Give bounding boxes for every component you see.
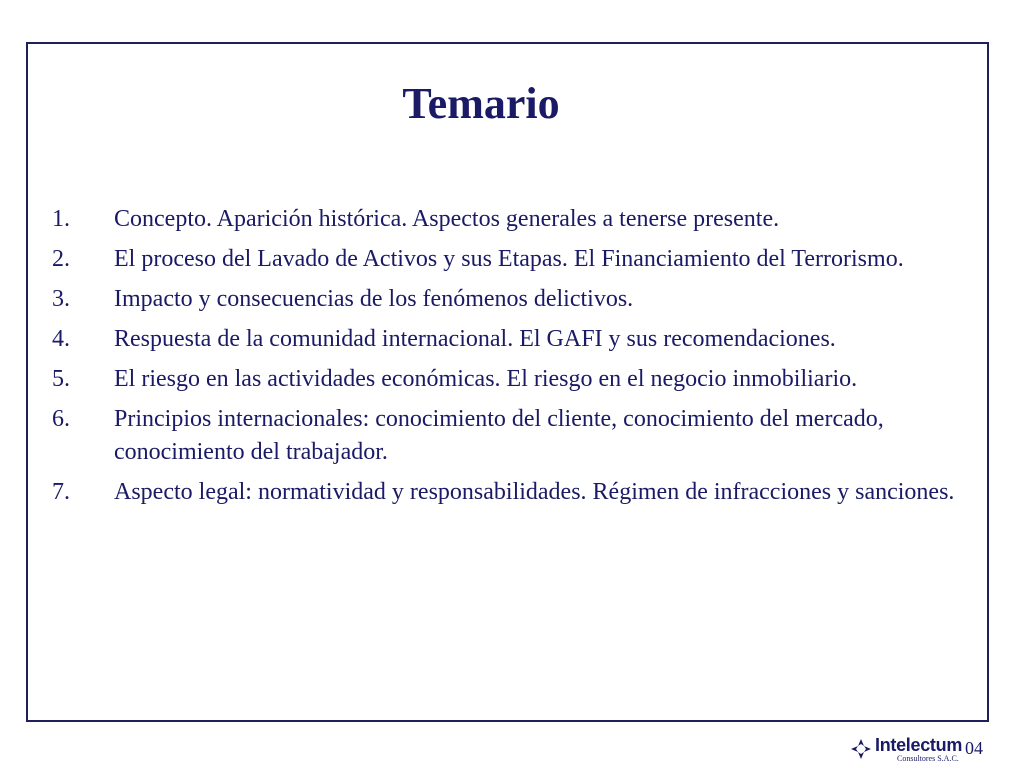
item-text: Impacto y consecuencias de los fenómenos delictivos.: [114, 286, 634, 312]
agenda-item: [52, 323, 992, 356]
item-number: 4.: [52, 326, 70, 352]
agenda-item: [52, 476, 992, 509]
item-text: Concepto. Aparición histórica. Aspectos generales a tenerse presente.: [114, 206, 780, 232]
item-text: El riesgo en las actividades económicas. El riesgo en el negocio inmobiliario.: [114, 366, 858, 392]
item-number: 3.: [52, 286, 70, 312]
item-number: 5.: [52, 366, 70, 392]
page-number: 04: [965, 738, 983, 758]
agenda-item: [52, 283, 992, 316]
agenda-item: [52, 403, 992, 469]
item-text: Aspecto legal: normatividad y responsabilidades. Régimen de infracciones y sanciones.: [114, 479, 955, 505]
item-number: 2.: [52, 246, 70, 272]
agenda-item: [52, 243, 992, 276]
agenda-item: [52, 203, 992, 236]
brand-name: Intelectum: [875, 734, 963, 755]
item-number: 1.: [52, 206, 70, 232]
item-text: Respuesta de la comunidad internacional. El GAFI y sus recomendaciones.: [114, 326, 836, 352]
company-logo: [850, 734, 962, 764]
item-text: El proceso del Lavado de Activos y sus Etapas. El Financiamiento del Terrorismo.: [114, 246, 904, 272]
diamond-arrows-icon: [850, 738, 872, 760]
item-number: 6.: [52, 406, 70, 432]
slide-title: Temario: [402, 79, 560, 128]
brand-subtitle: Consultores S.A.C.: [897, 753, 959, 763]
agenda-list: [52, 203, 992, 516]
item-number: 7.: [52, 479, 70, 505]
agenda-item: [52, 363, 992, 396]
item-text: Principios internacionales: conocimiento del cliente, conocimiento del mercado, conocimiento del trabajador.: [114, 406, 884, 465]
